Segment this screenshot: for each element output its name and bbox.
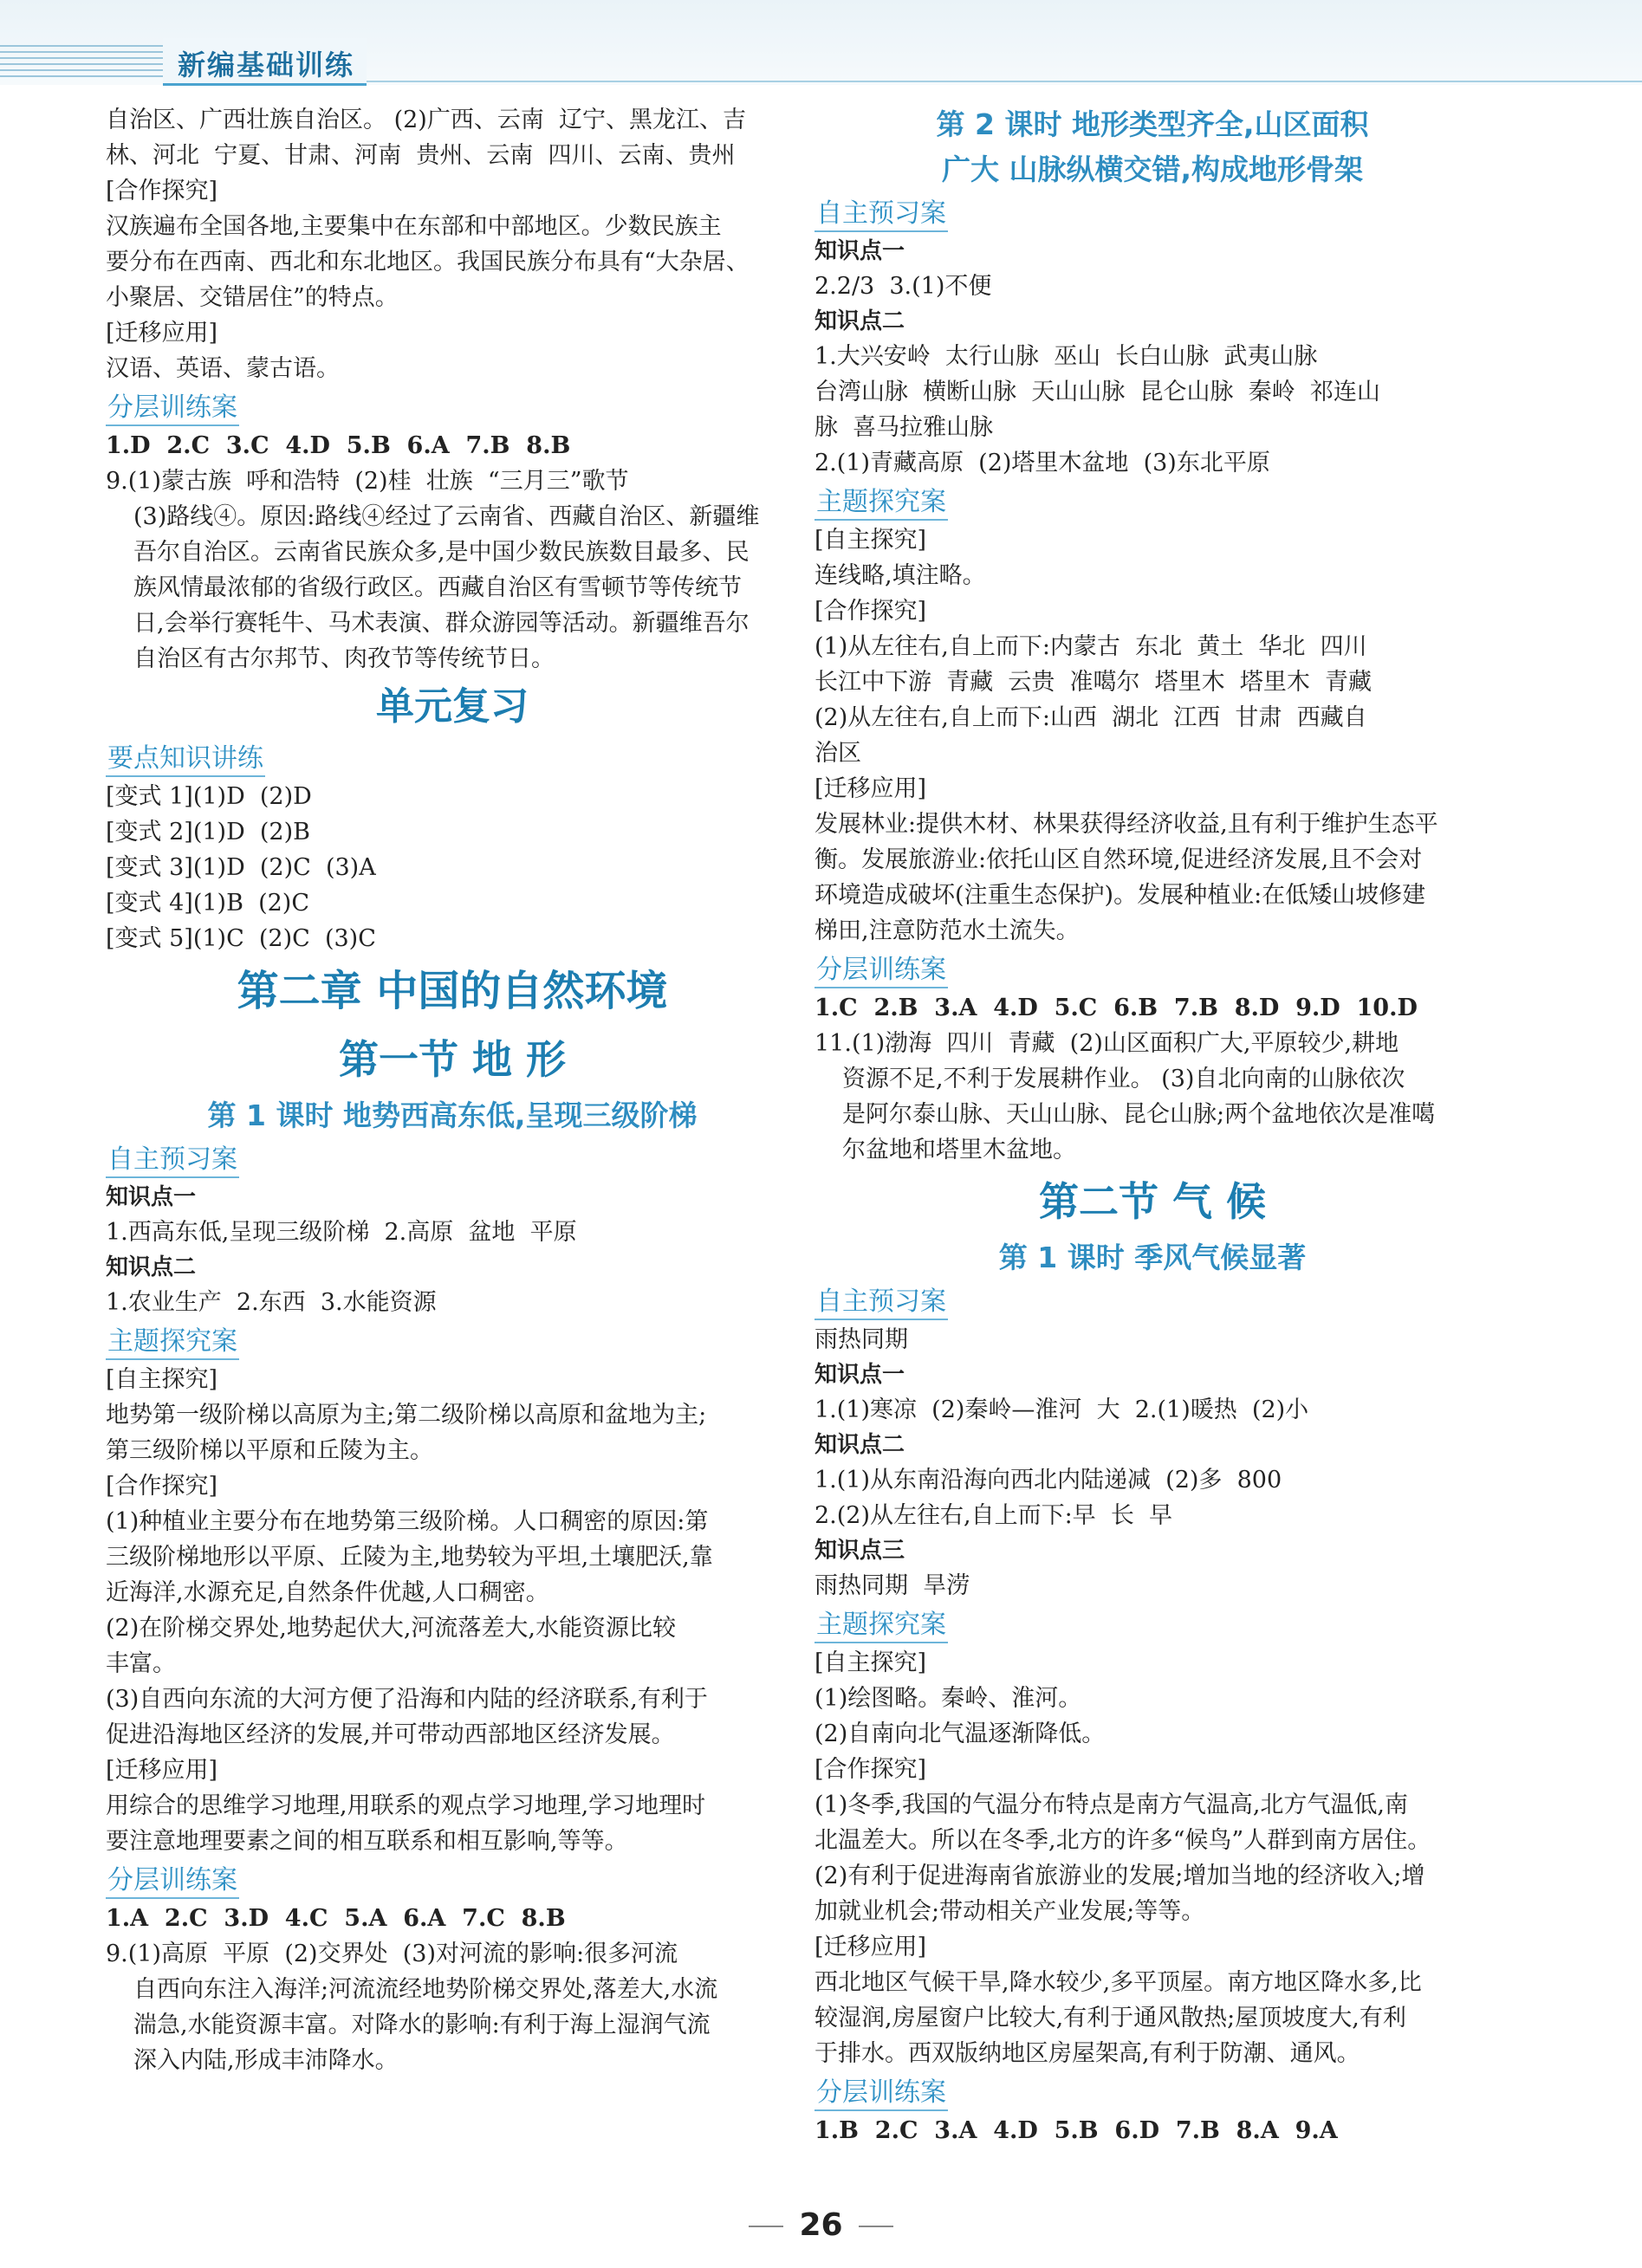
text-line: 发展林业:提供木材、林果获得经济收益,且有利于维护生态平 bbox=[815, 811, 1438, 838]
knowledge-point-label: 知识点二 bbox=[815, 1432, 905, 1458]
text-line: 自治区有古尔邦节、肉孜节等传统节日。 bbox=[133, 645, 555, 672]
self-explore-label: [自主探究] bbox=[815, 1649, 927, 1676]
text-line: 1.(1)寒凉 (2)秦岭—淮河 大 2.(1)暖热 (2)小 bbox=[815, 1396, 1309, 1423]
text-line: 1.(1)从东南沿海向西北内陆递减 (2)多 800 bbox=[815, 1467, 1282, 1494]
text-line: 地势第一级阶梯以高原为主;第二级阶梯以高原和盆地为主; bbox=[106, 1402, 707, 1429]
left-column bbox=[106, 102, 799, 2078]
text-line: 脉 喜马拉雅山脉 bbox=[815, 414, 994, 441]
answer-line: 1.A 2.C 3.D 4.C 5.A 6.A 7.C 8.B bbox=[106, 1905, 566, 1932]
text-line: 于排水。西双版纳地区房屋架高,有利于防潮、通风。 bbox=[815, 2040, 1360, 2067]
text-line: 尔盆地和塔里木盆地。 bbox=[842, 1137, 1076, 1163]
text-line: 1.西高东低,呈现三级阶梯 2.高原 盆地 平原 bbox=[106, 1219, 577, 1246]
header-title: 新编基础训练 bbox=[178, 49, 355, 81]
text-line: 长江中下游 青藏 云贵 准噶尔 塔里木 塔里木 青藏 bbox=[815, 669, 1372, 696]
section-tag: 要点知识讲练 bbox=[106, 741, 265, 777]
knowledge-point-label: 知识点三 bbox=[815, 1538, 905, 1564]
text-line: 9.(1)高原 平原 (2)交界处 (3)对河流的影响:很多河流 bbox=[106, 1941, 678, 1967]
knowledge-point-label: 知识点一 bbox=[815, 238, 905, 264]
page-number-dash bbox=[859, 2226, 893, 2227]
text-line: (3)自西向东流的大河方便了沿海和内陆的经济联系,有利于 bbox=[106, 1686, 708, 1713]
text-line: 环境造成破坏(注重生态保护)。发展种植业:在低矮山坡修建 bbox=[815, 882, 1426, 909]
section-tag: 自主预习案 bbox=[815, 196, 948, 232]
text-line: 丰富。 bbox=[106, 1650, 176, 1677]
text-line: 雨热同期 旱涝 bbox=[815, 1572, 970, 1599]
text-line: 资源不足,不利于发展耕作业。 (3)自北向南的山脉依次 bbox=[842, 1066, 1405, 1092]
text-line: 要分布在西南、西北和东北地区。我国民族分布具有“大杂居、 bbox=[106, 249, 750, 275]
lesson-title: 第 2 课时 地形类型齐全,山区面积 bbox=[936, 107, 1369, 141]
header-decor-lines bbox=[0, 45, 165, 80]
text-line: (1)绘图略。秦岭、淮河。 bbox=[815, 1685, 1082, 1712]
text-line: 吾尔自治区。云南省民族众多,是中国少数民族数目最多、民 bbox=[133, 539, 750, 566]
text-line: 林、河北 宁夏、甘肃、河南 贵州、云南 四川、云南、贵州 bbox=[106, 142, 736, 169]
text-line: 梯田,注意防范水土流失。 bbox=[815, 917, 1080, 944]
text-line: 自西向东注入海洋;河流流经地势阶梯交界处,落差大,水流 bbox=[133, 1976, 718, 2003]
transfer-label: [迁移应用] bbox=[815, 775, 927, 802]
text-line: (2)在阶梯交界处,地势起伏大,河流落差大,水能资源比较 bbox=[106, 1615, 676, 1642]
section-tag: 分层训练案 bbox=[815, 952, 948, 988]
variant-line: [变式 3](1)D (2)C (3)A bbox=[106, 854, 376, 881]
text-line: 雨热同期 bbox=[815, 1326, 908, 1353]
knowledge-point-label: 知识点二 bbox=[106, 1254, 197, 1280]
lesson-title: 第 1 课时 地势西高东低,呈现三级阶梯 bbox=[207, 1098, 698, 1132]
page-number-dash bbox=[749, 2226, 783, 2227]
text-line: (1)从左往右,自上而下:内蒙古 东北 黄土 华北 四川 bbox=[815, 633, 1367, 660]
header-rule bbox=[367, 81, 1642, 82]
section-tag: 主题探究案 bbox=[106, 1324, 239, 1360]
section-title: 第一节 地 形 bbox=[338, 1036, 567, 1083]
unit-title: 单元复习 bbox=[376, 684, 529, 729]
variant-line: [变式 5](1)C (2)C (3)C bbox=[106, 925, 376, 952]
text-line: 日,会举行赛牦牛、马术表演、群众游园等活动。新疆维吾尔 bbox=[133, 610, 750, 637]
text-line: (2)自南向北气温逐渐降低。 bbox=[815, 1720, 1106, 1747]
text-line: 西北地区气候干旱,降水较少,多平顶屋。南方地区降水多,比 bbox=[815, 1969, 1422, 1996]
section-tag: 自主预习案 bbox=[815, 1284, 948, 1320]
text-line: 2.(2)从左往右,自上而下:早 长 早 bbox=[815, 1502, 1173, 1529]
text-line: 近海洋,水源充足,自然条件优越,人口稠密。 bbox=[106, 1579, 549, 1606]
text-line: 族风情最浓郁的省级行政区。西藏自治区有雪顿节等传统节 bbox=[133, 574, 742, 601]
page-number bbox=[0, 2207, 1642, 2243]
text-line: 9.(1)蒙古族 呼和浩特 (2)桂 壮族 “三月三”歌节 bbox=[106, 468, 629, 495]
text-line: 自治区、广西壮族自治区。 (2)广西、云南 辽宁、黑龙江、吉 bbox=[106, 107, 746, 133]
transfer-label: [迁移应用] bbox=[106, 320, 218, 347]
variant-line: [变式 2](1)D (2)B bbox=[106, 819, 310, 846]
text-line: 深入内陆,形成丰沛降水。 bbox=[133, 2047, 399, 2074]
text-line: 治区 bbox=[815, 740, 861, 767]
text-line: (1)冬季,我国的气温分布特点是南方气温高,北方气温低,南 bbox=[815, 1792, 1408, 1818]
text-line: 1.大兴安岭 太行山脉 巫山 长白山脉 武夷山脉 bbox=[815, 343, 1318, 370]
text-line: 2.(1)青藏高原 (2)塔里木盆地 (3)东北平原 bbox=[815, 450, 1270, 476]
section-tag: 分层训练案 bbox=[815, 2075, 948, 2111]
text-line: 是阿尔泰山脉、天山山脉、昆仑山脉;两个盆地依次是准噶 bbox=[842, 1101, 1436, 1128]
coop-label: [合作探究] bbox=[106, 178, 218, 204]
text-line: 连线略,填注略。 bbox=[815, 562, 986, 589]
text-line: 要注意地理要素之间的相互联系和相互影响,等等。 bbox=[106, 1828, 628, 1855]
knowledge-point-label: 知识点一 bbox=[106, 1184, 197, 1210]
section-tag: 主题探究案 bbox=[815, 1607, 948, 1643]
text-line: (2)有利于促进海南省旅游业的发展;增加当地的经济收入;增 bbox=[815, 1863, 1425, 1889]
text-line: 台湾山脉 横断山脉 天山山脉 昆仑山脉 秦岭 祁连山 bbox=[815, 379, 1380, 405]
section-tag: 分层训练案 bbox=[106, 390, 239, 426]
section-tag: 分层训练案 bbox=[106, 1863, 239, 1899]
answer-line: 1.C 2.B 3.A 4.D 5.C 6.B 7.B 8.D 9.D 10.D bbox=[815, 995, 1418, 1021]
coop-label: [合作探究] bbox=[106, 1473, 218, 1500]
lesson-title: 广大 山脉纵横交错,构成地形骨架 bbox=[941, 152, 1364, 186]
section-tag: 自主预习案 bbox=[106, 1142, 239, 1178]
text-line: 1.农业生产 2.东西 3.水能资源 bbox=[106, 1289, 437, 1316]
text-line: 三级阶梯地形以平原、丘陵为主,地势较为平坦,土壤肥沃,靠 bbox=[106, 1544, 713, 1571]
text-line: 2.2/3 3.(1)不便 bbox=[815, 273, 992, 300]
self-explore-label: [自主探究] bbox=[106, 1366, 218, 1393]
text-line: 促进沿海地区经济的发展,并可带动西部地区经济发展。 bbox=[106, 1721, 675, 1748]
section-title: 第二节 气 候 bbox=[1038, 1178, 1267, 1225]
text-line: 第三级阶梯以平原和丘陵为主。 bbox=[106, 1437, 433, 1464]
text-line: (3)路线④。原因:路线④经过了云南省、西藏自治区、新疆维 bbox=[133, 503, 760, 530]
variant-line: [变式 1](1)D (2)D bbox=[106, 783, 312, 810]
knowledge-point-label: 知识点一 bbox=[815, 1362, 905, 1388]
text-line: (1)种植业主要分布在地势第三级阶梯。人口稠密的原因:第 bbox=[106, 1508, 709, 1535]
self-explore-label: [自主探究] bbox=[815, 527, 927, 554]
text-line: 汉语、英语、蒙古语。 bbox=[106, 355, 340, 382]
text-line: 用综合的思维学习地理,用联系的观点学习地理,学习地理时 bbox=[106, 1792, 706, 1819]
answer-line: 1.B 2.C 3.A 4.D 5.B 6.D 7.B 8.A 9.A bbox=[815, 2117, 1338, 2144]
text-line: 汉族遍布全国各地,主要集中在东部和中部地区。少数民族主 bbox=[106, 213, 722, 240]
transfer-label: [迁移应用] bbox=[106, 1757, 218, 1784]
chapter-title: 第二章 中国的自然环境 bbox=[237, 967, 668, 1015]
knowledge-point-label: 知识点二 bbox=[815, 308, 905, 334]
coop-label: [合作探究] bbox=[815, 1756, 927, 1783]
text-line: 北温差大。所以在冬季,北方的许多“候鸟”人群到南方居住。 bbox=[815, 1827, 1431, 1854]
variant-line: [变式 4](1)B (2)C bbox=[106, 890, 309, 917]
transfer-label: [迁移应用] bbox=[815, 1934, 927, 1960]
text-line: (2)从左往右,自上而下:山西 湖北 江西 甘肃 西藏自 bbox=[815, 704, 1367, 731]
lesson-title: 第 1 课时 季风气候显著 bbox=[998, 1241, 1307, 1274]
text-line: 小聚居、交错居住”的特点。 bbox=[106, 284, 399, 311]
answer-line: 1.D 2.C 3.C 4.D 5.B 6.A 7.B 8.B bbox=[106, 432, 571, 459]
text-line: 较湿润,房屋窗户比较大,有利于通风散热;屋顶坡度大,有利 bbox=[815, 2005, 1406, 2031]
text-line: 衡。发展旅游业:依托山区自然环境,促进经济发展,且不会对 bbox=[815, 846, 1423, 873]
page-number-value: 26 bbox=[799, 2207, 843, 2243]
text-line: 加就业机会;带动相关产业发展;等等。 bbox=[815, 1898, 1205, 1925]
section-tag: 主题探究案 bbox=[815, 484, 948, 521]
text-line: 湍急,水能资源丰富。对降水的影响:有利于海上湿润气流 bbox=[133, 2012, 711, 2038]
text-line: 11.(1)渤海 四川 青藏 (2)山区面积广大,平原较少,耕地 bbox=[815, 1030, 1399, 1057]
right-column bbox=[815, 102, 1490, 2148]
coop-label: [合作探究] bbox=[815, 598, 927, 625]
